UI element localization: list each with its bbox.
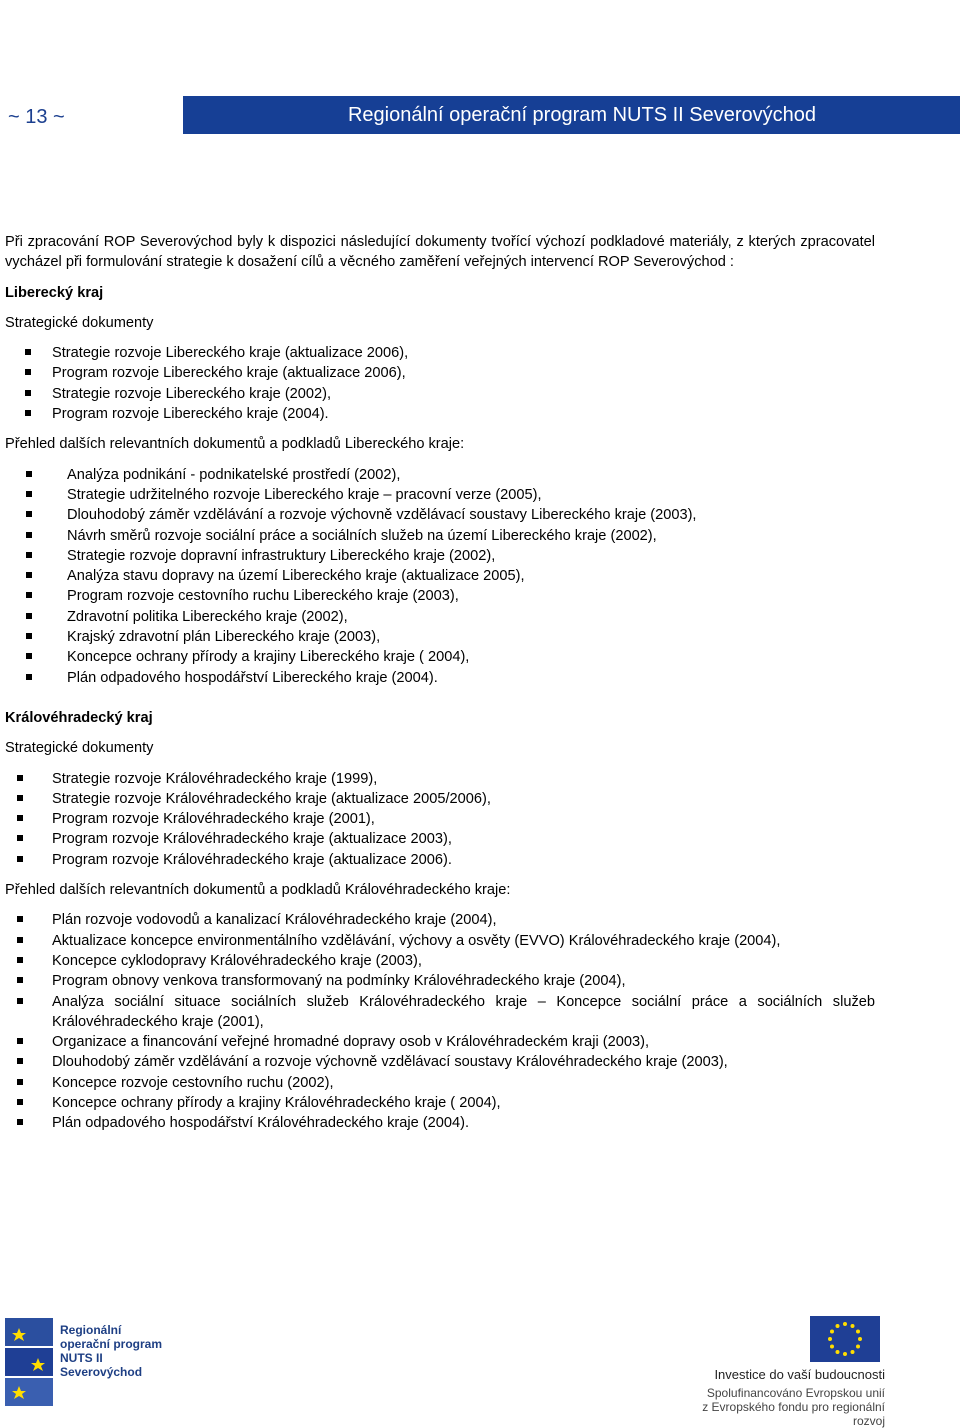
- square-bullet-icon: [17, 815, 23, 821]
- list-item: Program obnovy venkova transformovaný na podmínky Královéhradeckého kraje (2004),: [5, 971, 875, 991]
- list-item: Analýza podnikání - podnikatelské prostředí (2002),: [5, 465, 875, 485]
- square-bullet-icon: [26, 552, 32, 558]
- list-item: Aktualizace koncepce environmentálního vzdělávání, výchovy a osvěty (EVVO) Královéhradeckého kraje (2004),: [5, 931, 875, 951]
- square-bullet-icon: [17, 1119, 23, 1125]
- list-item: Program rozvoje cestovního ruchu Libereckého kraje (2003),: [5, 586, 875, 606]
- list-item: Program rozvoje Libereckého kraje (2004).: [5, 404, 875, 424]
- square-bullet-icon: [17, 775, 23, 781]
- square-bullet-icon: [26, 592, 32, 598]
- square-bullet-icon: [17, 957, 23, 963]
- rop-logo: [5, 1318, 180, 1408]
- square-bullet-icon: [26, 511, 32, 517]
- square-bullet-icon: [17, 1099, 23, 1105]
- list-item: Analýza stavu dopravy na území Libereckého kraje (aktualizace 2005),: [5, 566, 875, 586]
- square-bullet-icon: [17, 937, 23, 943]
- square-bullet-icon: [17, 998, 23, 1004]
- rop-logo-text: Regionální operační program NUTS II Severovýchod: [60, 1323, 163, 1379]
- square-bullet-icon: [25, 369, 31, 375]
- square-bullet-icon: [17, 1058, 23, 1064]
- strategic-list-hradec: [5, 769, 875, 870]
- square-bullet-icon: [17, 1079, 23, 1085]
- square-bullet-icon: [17, 1038, 23, 1044]
- list-item: Dlouhodobý záměr vzdělávání a rozvoje výchovně vzdělávací soustavy Královéhradeckého kraje (2003),: [5, 1052, 875, 1072]
- region-title-hradec: Královéhradecký kraj: [5, 709, 153, 726]
- list-item: Koncepce cyklodopravy Královéhradeckého kraje (2003),: [5, 951, 875, 971]
- list-item: Strategie rozvoje Královéhradeckého kraje (aktualizace 2005/2006),: [5, 789, 875, 809]
- region-title-liberec: Liberecký kraj: [5, 284, 104, 301]
- list-item: Plán rozvoje vodovodů a kanalizací Královéhradeckého kraje (2004),: [5, 910, 875, 930]
- list-item: Program rozvoje Královéhradeckého kraje (aktualizace 2003),: [5, 829, 875, 849]
- square-bullet-icon: [25, 390, 31, 396]
- square-bullet-icon: [26, 471, 32, 477]
- square-bullet-icon: [26, 572, 32, 578]
- eu-logo-text: Investice do vaší budoucnosti Spolufinancováno Evropskou unií z Evropského fondu pro regionální rozvoj: [702, 1367, 885, 1428]
- list-item: Strategie rozvoje Libereckého kraje (2002),: [5, 384, 875, 404]
- square-bullet-icon: [17, 916, 23, 922]
- square-bullet-icon: [17, 977, 23, 983]
- square-bullet-icon: [26, 613, 32, 619]
- list-item: Strategie rozvoje Královéhradeckého kraje (1999),: [5, 769, 875, 789]
- main-content: [5, 232, 875, 1134]
- other-docs-heading-hradec: Přehled dalších relevantních dokumentů a podkladů Královéhradeckého kraje:: [5, 882, 511, 899]
- list-item: Strategie rozvoje Libereckého kraje (aktualizace 2006),: [5, 343, 875, 363]
- eu-flag-icon: [810, 1316, 880, 1362]
- intro-paragraph: Při zpracování ROP Severovýchod byly k dispozici následující dokumenty tvořící výchozí podkladové materiály, z kterých zpracovatel vycházel při formulování strategie k dosažení cílů a věcného zaměření veřejných intervencí ROP Severovýchod :: [5, 234, 875, 271]
- list-item: Program rozvoje Královéhradeckého kraje (2001),: [5, 809, 875, 829]
- strategic-list-liberec: [5, 343, 875, 424]
- list-item: Dlouhodobý záměr vzdělávání a rozvoje výchovně vzdělávací soustavy Libereckého kraje (2003),: [5, 505, 875, 525]
- list-item: Krajský zdravotní plán Libereckého kraje (2003),: [5, 627, 875, 647]
- page-number: ~ 13 ~: [8, 106, 65, 128]
- square-bullet-icon: [17, 795, 23, 801]
- square-bullet-icon: [17, 835, 23, 841]
- list-item: Plán odpadového hospodářství Libereckého kraje (2004).: [5, 668, 875, 688]
- list-item: Koncepce rozvoje cestovního ruchu (2002),: [5, 1073, 875, 1093]
- eu-logo: [670, 1316, 885, 1428]
- list-item: Zdravotní politika Libereckého kraje (2002),: [5, 607, 875, 627]
- square-bullet-icon: [26, 633, 32, 639]
- square-bullet-icon: [26, 532, 32, 538]
- list-item: Plán odpadového hospodářství Královéhradeckého kraje (2004).: [5, 1113, 875, 1133]
- square-bullet-icon: [26, 674, 32, 680]
- document-title: Regionální operační program NUTS II Severovýchod: [347, 103, 816, 126]
- list-item: Organizace a financování veřejné hromadné dopravy osob v Královéhradeckém kraji (2003),: [5, 1032, 875, 1052]
- strategic-heading-hradec: Strategické dokumenty: [5, 740, 154, 757]
- list-item: Koncepce ochrany přírody a krajiny Libereckého kraje ( 2004),: [5, 647, 875, 667]
- rop-flag-icon: [5, 1318, 55, 1408]
- list-item: Koncepce ochrany přírody a krajiny Královéhradeckého kraje ( 2004),: [5, 1093, 875, 1113]
- list-item: Program rozvoje Královéhradeckého kraje (aktualizace 2006).: [5, 850, 875, 870]
- other-docs-heading-liberec: Přehled dalších relevantních dokumentů a podkladů Libereckého kraje:: [5, 436, 465, 453]
- square-bullet-icon: [25, 410, 31, 416]
- strategic-heading-liberec: Strategické dokumenty: [5, 314, 154, 331]
- other-docs-list-liberec: [5, 465, 875, 688]
- list-item: Analýza sociální situace sociálních služeb Královéhradeckého kraje – Koncepce sociální práce a sociálních služeb Královéhradeckého kraje (2001),: [5, 992, 875, 1033]
- list-item: Návrh směrů rozvoje sociální práce a sociálních služeb na území Libereckého kraje (2002),: [5, 526, 875, 546]
- square-bullet-icon: [17, 856, 23, 862]
- list-item: Strategie udržitelného rozvoje Libereckého kraje – pracovní verze (2005),: [5, 485, 875, 505]
- document-header-bar: [183, 96, 960, 134]
- square-bullet-icon: [26, 653, 32, 659]
- square-bullet-icon: [25, 349, 31, 355]
- square-bullet-icon: [26, 491, 32, 497]
- list-item: Program rozvoje Libereckého kraje (aktualizace 2006),: [5, 363, 875, 383]
- other-docs-list-hradec: [5, 910, 875, 1133]
- list-item: Strategie rozvoje dopravní infrastruktury Libereckého kraje (2002),: [5, 546, 875, 566]
